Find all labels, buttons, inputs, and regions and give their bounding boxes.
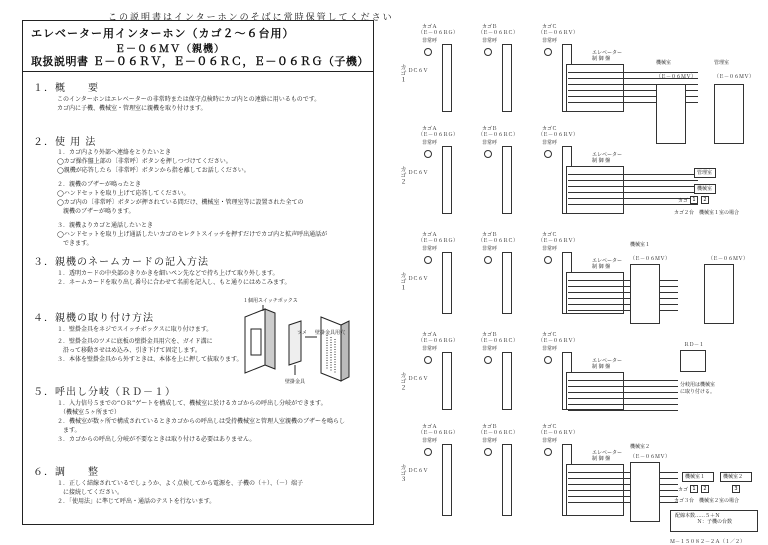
wire [568, 392, 678, 393]
master-unit-terminal [630, 462, 660, 522]
section-heading-branch: ５．呼出し分岐（ＲＤ－１） [33, 387, 176, 398]
text-line: ◯親機が応答したら〔非常呼〕ボタンから指を離してお話しください。 [57, 167, 250, 174]
text-line: ２．親機のブザーが鳴ったとき [57, 181, 142, 188]
bell-icon [424, 150, 432, 158]
terminal-strip [502, 146, 512, 214]
legend-line-1: 配線本数……５＋Ｎ [675, 513, 721, 519]
wiring-diagram-page [398, 20, 766, 545]
bell-icon [544, 256, 552, 264]
emergency-call-label: 非常呼 [422, 38, 438, 44]
wiring-legend [670, 510, 758, 532]
wire [568, 298, 678, 299]
title-line-1: エレベーター用インターホン（カゴ２～６台用） [31, 27, 295, 40]
text-line: ２．ネームカードを取り出し番号に合わせて名前を記入し、もと通りにはめこみます。 [57, 279, 291, 286]
car-unit-model: （Ｅ－０６ＲＧ） [418, 132, 459, 138]
text-line: １．透明カードの中央部のきりかきを細いペン先などで持ち上げて取り外します。 [57, 270, 279, 277]
emergency-call-label: 非常呼 [482, 346, 498, 352]
car-unit-label: カゴＣ [542, 332, 558, 338]
room1-label: 機械室１ [685, 474, 706, 480]
wire [568, 386, 678, 387]
car-unit-label: カゴＡ [422, 24, 438, 30]
legend-line-2: Ｎ：子機の台数 [697, 519, 733, 525]
car-unit-model: （Ｅ－０６ＲＧ） [418, 430, 459, 436]
car-unit-label: カゴＣ [542, 232, 558, 238]
figure-label-bracket: 壁掛金具 [285, 379, 306, 385]
car-unit-model: （Ｅ－０６ＲＶ） [538, 430, 579, 436]
terminal-strip [442, 352, 452, 410]
section-text-usage [57, 148, 327, 248]
car-unit-label: カゴＢ [482, 24, 498, 30]
wire [568, 380, 678, 381]
text-line: ２．壁掛金具のツメに底板の壁掛金具用穴を、ガイド溝に [57, 338, 213, 345]
elevator-control-panel-label: エレベーター 制 御 盤 [592, 358, 623, 370]
section-heading-overview: １．概 要 [33, 83, 99, 94]
label-kago: カゴ [678, 198, 689, 204]
case-caption-1: カゴ２台 機械室１室の場合 [674, 210, 740, 216]
car-button-2: 2 [701, 485, 709, 493]
elevator-control-panel-label: エレベーター 制 御 盤 [592, 450, 623, 462]
room2-box [720, 472, 752, 482]
bell-icon [484, 256, 492, 264]
wire [568, 490, 678, 491]
text-line: １．入力信号５までの“ＯＲ”ゲートを構成して、機械室に於けるカゴからの呼出し分岐ができます。 [57, 400, 327, 407]
car-unit-label: カゴＢ [482, 424, 498, 430]
wire [568, 304, 678, 305]
car-unit-label: カゴＡ [422, 332, 438, 338]
room2-label: 機械室２ [723, 474, 744, 480]
text-line: ３．親機よりカゴと通話したいとき [57, 222, 154, 229]
machine-room-box [694, 184, 716, 194]
bell-icon [424, 356, 432, 364]
car-side-label: カゴ１ [399, 64, 406, 82]
elevator-control-panel-label: エレベーター 制 御 盤 [592, 152, 623, 164]
bell-icon [484, 448, 492, 456]
wire [568, 286, 678, 287]
master-unit-terminal [656, 84, 686, 144]
car-unit-model: （Ｅ－０６ＲＣ） [478, 430, 519, 436]
bell-icon [484, 150, 492, 158]
wiring-group [398, 126, 628, 222]
wire [568, 310, 678, 311]
figure-label-claw: ツメ [297, 330, 307, 336]
label-model-mv: （Ｅ－０６ＭＶ） [708, 256, 749, 262]
car-button-1: 1 [690, 196, 698, 204]
dc-label: ＤＣ６Ｖ [408, 170, 429, 176]
emergency-call-label: 非常呼 [422, 140, 438, 146]
label-management-room: 管理室 [714, 60, 730, 66]
terminal-strip [502, 444, 512, 516]
car-unit-model: （Ｅ－０６ＲＣ） [478, 132, 519, 138]
terminal-strip [502, 44, 512, 112]
wire [568, 292, 678, 293]
wiring-group [398, 232, 628, 322]
car-side-label: カゴ１ [399, 272, 406, 290]
car-side-label: カゴ３ [399, 464, 406, 482]
emergency-call-label: 非常呼 [542, 346, 558, 352]
terminal-strip [442, 444, 452, 516]
text-line: ２．「使用法」に準じて呼出・通話のテストを行ないます。 [57, 498, 216, 505]
terminal-strip [502, 252, 512, 314]
car-unit-model: （Ｅ－０６ＲＣ） [478, 238, 519, 244]
rd1-box [680, 350, 706, 372]
wire [568, 472, 678, 473]
label-machine-room: 機械室 [656, 60, 672, 66]
text-line: できます。 [57, 240, 93, 247]
car-unit-model: （Ｅ－０６ＲＶ） [538, 238, 579, 244]
car-unit-label: カゴＡ [422, 424, 438, 430]
label-model-mv: （Ｅ－０６ＭＶ） [714, 74, 755, 80]
section-text-overview [57, 95, 320, 113]
case-caption-2: カゴ３台 機械室２室の場合 [674, 498, 740, 504]
wire [568, 398, 678, 399]
car-unit-label: カゴＢ [482, 332, 498, 338]
emergency-call-label: 非常呼 [482, 246, 498, 252]
wire [568, 404, 678, 405]
label-model-mv: （Ｅ－０６ＭＶ） [656, 74, 697, 80]
text-line: このインターホンはエレベーターの非常時または保守点検時にカゴ内との連絡に用いるものです。 [57, 96, 321, 103]
text-line: ２．機械室が数ヶ所で構成されているときカゴからの呼出しは受持機械室と管理人室親機のブザーを鳴らし [57, 418, 346, 425]
car-unit-label: カゴＡ [422, 232, 438, 238]
car-unit-model: （Ｅ－０６ＲＧ） [418, 30, 459, 36]
mgmt-room-box [694, 168, 716, 178]
dc-label: ＤＣ６Ｖ [408, 468, 429, 474]
emergency-call-label: 非常呼 [542, 140, 558, 146]
car-unit-label: カゴＢ [482, 232, 498, 238]
section-text-mounting [57, 325, 243, 364]
wire [568, 192, 698, 193]
branch-note-2: に取り付ける。 [680, 389, 716, 395]
text-line: 沿って移動させはめ込み、引き下げて固定します。 [57, 347, 201, 354]
dc-label: ＤＣ６Ｖ [408, 68, 429, 74]
text-line: ３．カゴからの呼出し分岐が不要なときは取り付ける必要はありません。 [57, 436, 256, 443]
master-unit-terminal [714, 84, 744, 144]
section-heading-adjust: ６．調 整 [33, 467, 99, 478]
text-line: １．正しく結線されているでしょうか、よく点検してから電源を、子機の（＋）、（－）端子 [57, 480, 303, 487]
branch-note-1: 分岐用は機械室 [680, 382, 716, 388]
bell-icon [544, 48, 552, 56]
car-unit-model: （Ｅ－０６ＲＶ） [538, 30, 579, 36]
car-unit-model: （Ｅ－０６ＲＶ） [538, 338, 579, 344]
text-line: １．カゴ内より外部へ連絡をとりたいとき [57, 149, 172, 156]
wire [568, 478, 678, 479]
text-line: １．壁掛金具をネジでスイッチボックスに取り付けます。 [57, 326, 213, 333]
terminal-strip [502, 352, 512, 410]
car-unit-label: カゴＡ [422, 126, 438, 132]
emergency-call-label: 非常呼 [422, 246, 438, 252]
wire [568, 280, 678, 281]
mounting-figure [223, 295, 373, 387]
text-line: ◯カゴ操作盤上部の〔非常呼〕ボタンを押しつづけてください。 [57, 158, 232, 165]
text-line: 親機のブザーが鳴ります。 [57, 208, 135, 215]
car-unit-label: カゴＣ [542, 24, 558, 30]
label-model-mv: （Ｅ－０６ＭＶ） [630, 256, 671, 262]
machine-room-label: 機械室 [697, 186, 713, 192]
label-machine-room-2: 機械室２ [630, 444, 651, 450]
manual-page-left [22, 20, 374, 525]
emergency-call-label: 非常呼 [422, 346, 438, 352]
emergency-call-label: 非常呼 [422, 438, 438, 444]
bell-icon [424, 256, 432, 264]
section-heading-namecard: ３．親機のネームカードの記入方法 [33, 257, 209, 268]
dc-label: ＤＣ６Ｖ [408, 276, 429, 282]
car-unit-model: （Ｅ－０６ＲＧ） [418, 338, 459, 344]
car-button-2: 2 [701, 196, 709, 204]
section-heading-mounting: ４．親機の取り付け方法 [33, 313, 154, 324]
bell-icon [544, 356, 552, 364]
car-side-label: カゴ２ [399, 166, 406, 184]
car-unit-model: （Ｅ－０６ＲＧ） [418, 238, 459, 244]
wiring-group [398, 332, 628, 418]
car-unit-model: （Ｅ－０６ＲＣ） [478, 338, 519, 344]
bell-icon [544, 448, 552, 456]
storage-note: この説明書はインターホンのそばに常時保管してください [108, 13, 394, 23]
bell-icon [424, 48, 432, 56]
emergency-call-label: 非常呼 [542, 438, 558, 444]
room1-box [682, 472, 714, 482]
bell-icon [484, 48, 492, 56]
text-line: ◯ハンドセットを取り上げ通話したいカゴのセレクトスイッチを押すだけでカゴ内と拡声呼出通話が [57, 231, 328, 238]
terminal-strip [442, 146, 452, 214]
emergency-call-label: 非常呼 [542, 38, 558, 44]
text-line: に接続してください。 [57, 489, 124, 496]
elevator-control-panel-label: エレベーター 制 御 盤 [592, 258, 623, 270]
emergency-call-label: 非常呼 [482, 438, 498, 444]
text-line: ◯ハンドセットを取り上げて応答してください。 [57, 190, 190, 197]
title-divider [23, 71, 373, 72]
document-number: Ｍ－１５０８２－２Ａ（１／２） [670, 539, 746, 545]
emergency-call-label: 非常呼 [482, 140, 498, 146]
wire [568, 174, 698, 175]
text-line: ３．本体を壁掛金具から外すときは、本体を上に押して抜取ります。 [57, 356, 243, 363]
bell-icon [544, 150, 552, 158]
car-unit-label: カゴＣ [542, 424, 558, 430]
label-kago: カゴ [678, 487, 689, 493]
wire [568, 180, 698, 181]
title-line-3: 取扱説明書 Ｅ－０６ＲＶ，Ｅ－０６ＲＣ，Ｅ－０６ＲＧ（子機） [31, 55, 369, 68]
figure-label-switchbox: １個用スイッチボックス [243, 298, 298, 304]
wire [568, 410, 678, 411]
section-text-adjust [57, 479, 303, 506]
wire [568, 72, 698, 73]
rd1-label: ＲＤ－１ [684, 342, 705, 348]
car-unit-model: （Ｅ－０６ＲＶ） [538, 132, 579, 138]
section-text-namecard [57, 269, 291, 287]
dc-label: ＤＣ６Ｖ [408, 376, 429, 382]
section-heading-usage: ２．使 用 法 [33, 137, 97, 148]
mgmt-room-label: 管理室 [697, 170, 713, 176]
emergency-call-label: 非常呼 [482, 38, 498, 44]
text-line: カゴ内に子機、機械室・管理室に親機を取り付けます。 [57, 105, 207, 112]
emergency-call-label: 非常呼 [542, 246, 558, 252]
terminal-strip [442, 252, 452, 314]
mounting-illustration [223, 295, 373, 387]
wire [568, 496, 678, 497]
terminal-strip [442, 44, 452, 112]
wiring-group [398, 424, 628, 524]
wire [568, 186, 698, 187]
text-line: ◯カゴ内の〔非常呼〕ボタンが押されている間だけ、機械室・管理室等に設置された全ての [57, 199, 304, 206]
section-text-branch [57, 399, 345, 444]
car-unit-label: カゴＣ [542, 126, 558, 132]
wire [568, 502, 678, 503]
car-side-label: カゴ２ [399, 372, 406, 390]
master-unit-terminal [630, 264, 660, 324]
car-button-3: 3 [732, 485, 740, 493]
bell-icon [424, 448, 432, 456]
label-machine-room-1: 機械室１ [630, 242, 651, 248]
car-button-1: 1 [690, 485, 698, 493]
text-line: （機械室５ヶ所まで） [57, 409, 121, 416]
label-model-mv: （Ｅ－０６ＭＶ） [630, 454, 671, 460]
car-unit-label: カゴＢ [482, 126, 498, 132]
title-line-2: Ｅ－０６ＭＶ（親機） [115, 44, 225, 55]
wire [568, 204, 698, 205]
elevator-control-panel [566, 272, 624, 314]
elevator-control-panel-label: エレベーター 制 御 盤 [592, 50, 623, 62]
bell-icon [484, 356, 492, 364]
wiring-group [398, 24, 628, 120]
master-unit-terminal [704, 264, 734, 324]
car-unit-model: （Ｅ－０６ＲＣ） [478, 30, 519, 36]
wire [568, 484, 678, 485]
text-line: ます。 [57, 427, 81, 434]
figure-label-hole: 壁掛金具用穴 [315, 330, 346, 336]
